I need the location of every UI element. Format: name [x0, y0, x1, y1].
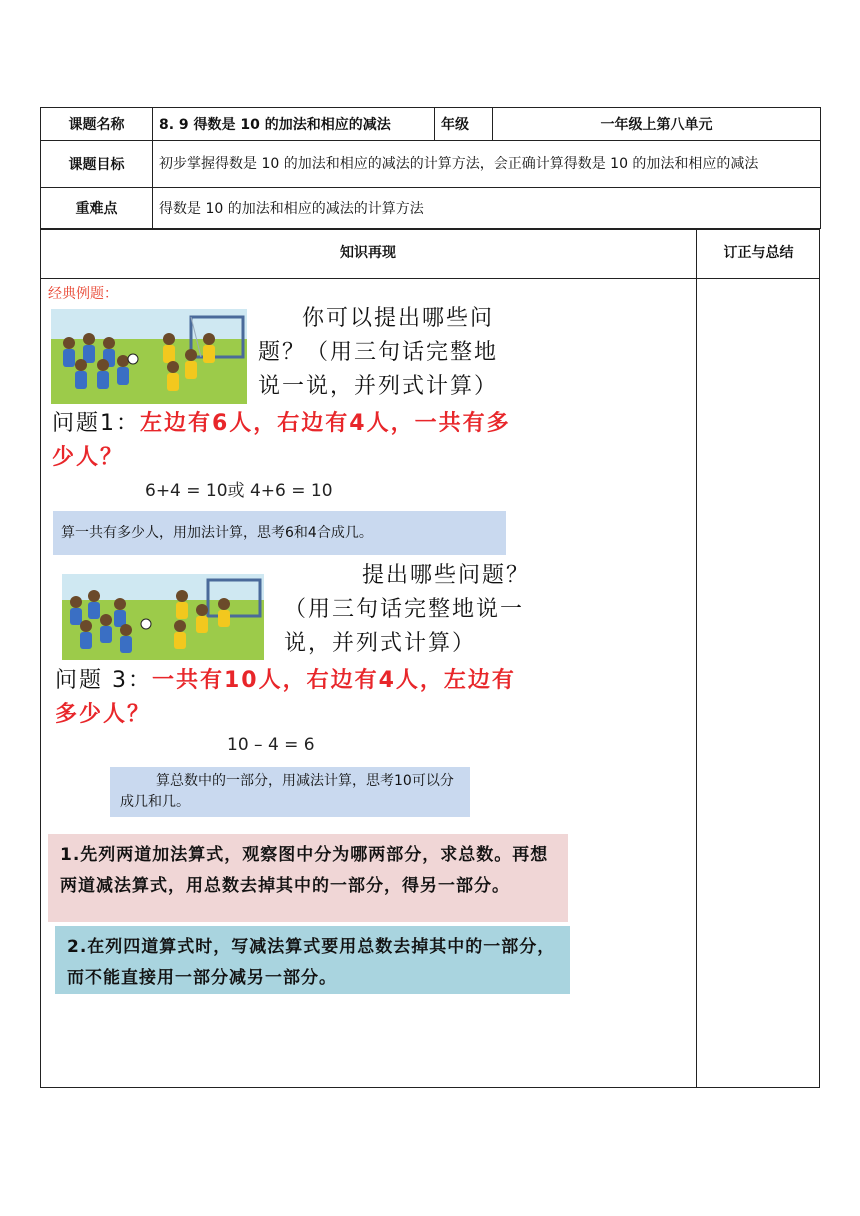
tip-1: 1.先列两道加法算式，观察图中分为哪两部分，求总数。再想两道减法算式，用总数去掉其中的一部分，得另一部分。: [48, 834, 568, 922]
course-label: 课题名称: [41, 108, 153, 141]
example2-question: [55, 664, 535, 732]
example2-question-prefix: 问题 3：: [55, 668, 152, 693]
example1-note: 算一共有多少人，用加法计算，思考6和4合成几。: [53, 511, 506, 555]
lesson-header-table: [40, 107, 821, 229]
tip-2: 2.在列四道算式时，写减法算式要用总数去掉其中的一部分，而不能直接用一部分减另一部分。: [55, 926, 570, 994]
grade-label: 年级: [435, 108, 493, 141]
focus-label: 重难点: [41, 188, 153, 229]
knowledge-column-title: 知识再现: [340, 245, 396, 261]
example1-equation: 6+4 = 10或 4+6 = 10: [145, 481, 333, 501]
example2-note: 算总数中的一部分，用减法计算，思考10可以分成几和几。: [110, 767, 470, 817]
example2-equation: 10 – 4 = 6: [227, 735, 315, 755]
goal-label: 课题目标: [41, 141, 153, 188]
example1-prompt: 你可以提出哪些问题？（用三句话完整地说一说，并列式计算）: [258, 306, 499, 399]
example1-question: [52, 407, 522, 475]
example2-prompt: 提出哪些问题？（用三句话完整地说一说，并列式计算）: [284, 563, 531, 656]
example2-question-text: 一共有10人，右边有4人，左边有多少人？: [55, 668, 516, 727]
course-value: 8. 9 得数是 10 的加法和相应的减法: [153, 108, 435, 141]
goal-value: 初步掌握得数是 10 的加法和相应的减法的计算方法，会正确计算得数是 10 的加法和相应的减法: [153, 141, 821, 188]
column-head-divider: [40, 278, 820, 279]
section-label: 经典例题：: [48, 286, 118, 302]
correction-column-title: 订正与总结: [723, 245, 794, 261]
grade-value: 一年级上第八单元: [493, 108, 821, 141]
example1-question-text: 左边有6人，右边有4人，一共有多少人？: [52, 411, 511, 470]
column-divider: [696, 229, 697, 1088]
soccer-picture-1: [51, 309, 247, 404]
focus-value: 得数是 10 的加法和相应的减法的计算方法: [153, 188, 821, 229]
example1-question-prefix: 问题1：: [52, 411, 140, 436]
soccer-picture-2: [62, 574, 264, 660]
